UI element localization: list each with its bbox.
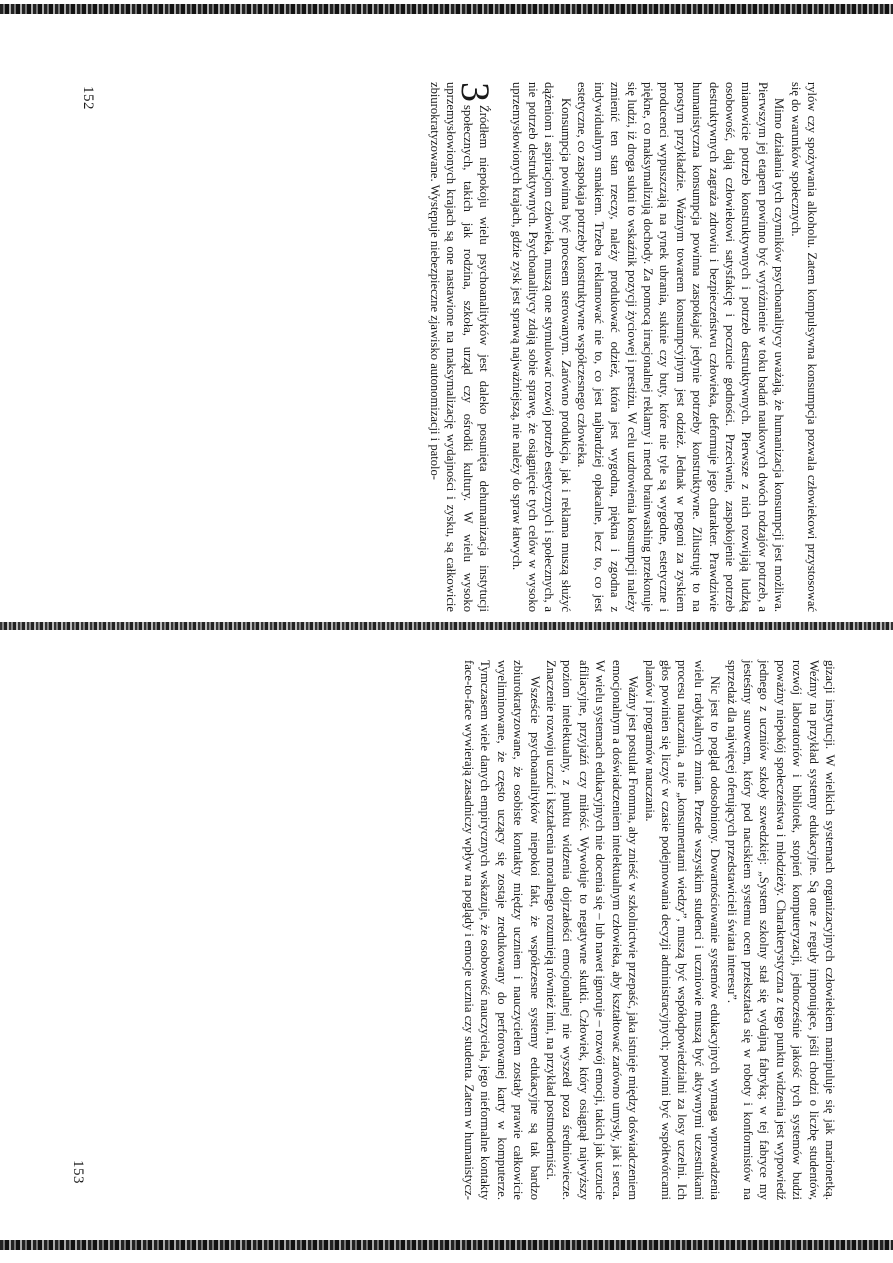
book-gutter [0,622,893,630]
scan-edge-bottom [0,1240,893,1250]
page-152 [60,82,820,612]
page-number: 153 [70,1160,86,1184]
page-153-text [461,660,838,1200]
page-number: 152 [80,86,96,110]
scan-edge-top [0,4,893,14]
paragraph: Nic jest to pogląd odosobniony. Dowartościowanie systemów edukacyjnych wymaga wprowadzenia wielu radykalnych zmian. Przede wszystkim studenci i uczniowie muszą być aktywnymi uczestnikami procesu nauczania, a nie „konsumentami wiedzy”, muszą być współodpowiedzialni za losy uczelni. Ich głos powinien się liczyć w czasie podejmowania decyzji administracyjnych; powinni być współtwórcami planów i programów nauczania. [642,660,723,1200]
page-152-text [427,82,820,612]
paragraph-text: Źródłem niepokoju wielu psychoanalityków jest daleko posunięta dehumanizacja instytucji społecznych, takich jak rodzina, szkoła, urząd czy ośrodki kultury. W wielu wysoko uprzemysłowionych krajach są one nastawione na maksymalizację wydajności i zysku, są całkowicie zbiurokratyzowane. Występuje niebezpieczne zjawisko autonomizacji i patolo- [428,82,492,612]
paragraph: gizacji instytucji. W wielkich systemach organizacyjnych człowiekiem manipuluje się jak marionetką. Weźmy na przykład systemy edukacyjne. Są one z reguły imponujące, jeśli chodzi o liczbę studentów, rozwój laboratoriów i bibliotek, stopień komputeryzacji, jednocześnie jakość tych systemów budzi poważny niepokój społeczeństwa i młodzieży. Charakterystyczna z tego punktu widzenia jest wypowiedź jednego z uczniów szkoły szwedzkiej: „System szkolny stał się wydajną fabryką; w tej fabryce my jesteśmy surowcem, który pod naciskiem systemu ocen przekształca się w roboty i konformistów na sprzedaż dla najwięcej oferujących przedstawicieli świata interesu”. [724,660,837,1200]
paragraph: Konsumpcja powinna być procesem sterowanym. Zarówno produkcja, jak i reklama muszą służyć dążeniom i aspiracjom człowieka, muszą one stymulować rozwój potrzeb estetycznych i społecznych, a nie potrzeb destruktywnych. Psychoanalitycy zdają sobie sprawę, że osiągnięcie tych celów w wysoko uprzemysłowionych krajach, gdzie zysk jest sprawą najważniejszą, nie należy do spraw łatwych. [509,82,573,612]
page-153 [58,660,838,1200]
paragraph-dropcap [427,82,499,612]
drop-cap: 3 [453,82,499,102]
paragraph: rylów czy spożywania alkoholu. Zatem kompulsywna konsumpcja pozwala człowiekowi przystosować się do warunków społecznych. [788,82,819,612]
paragraph: Wszeście psychoanalityków niepokoi fakt, że współczesne systemy edukacyjne są tak bardzo zbiurokratyzowane, że osobiste kontakty między uczniem i nauczycielem zostały prawie całkowicie wyeliminowane, że często uczący się zostaje zredukowany do perforowanej karty w komputerze. Tymczasem wiele danych empirycznych wskazuje, że osobowość nauczyciela, jego nieformalne kontakty face-to-face wywierają zasadniczy wpływ na poglądy i emocje ucznia czy studenta. Zatem w humanistycz- [462,660,542,1200]
paragraph: Mimo działania tych czynników psychoanalitycy uważają, że humanizacja konsumpcji jest możliwa. Pierwszym jej etapem powinno być wyróżnienie w toku badań naukowych dwóch rodzajów potrzeb, a mianowicie potrzeb konstruktywnych i potrzeb destruktywnych. Pierwsze z nich rozwijają ludzką osobowość, dają człowiekowi satysfakcję i poczucie godności. Przeciwnie, zaspokojenie potrzeb destruktywnych zagraża zdrowiu i bezpieczeństwu człowieka, deformuje jego charakter. Prawdziwie humanistyczna konsumpcja powinna zaspokajać jedynie potrzeby konstruktywne. Zilustruję to na prostym przykładzie. Ważnym towarem konsumpcyjnym jest odzież. Jednak w pogoni za zyskiem producenci wypuszczają na rynek ubrania, suknie czy buty, które nie tyle są wygodne, estetyczne i piękne, co maksymalizują dochody. Za pomocą irracjonalnej reklamy i metod brainwashing przekonuje się ludzi, iż droga sukni to wskaźnik pozycji życiowej i prestiżu. W celu uzdrowienia konsumpcji należy zmienić ten stan rzeczy, należy produkować odzież, która jest wygodna, piękna i zgodna z indywidualnym smakiem. Trzeba reklamować nie to, co jest najbardziej opłacalne, lecz to, co jest estetyczne, co zaspokaja potrzeby konstruktywne współczesnego człowieka. [575,82,787,612]
paragraph: Ważny jest postulat Fromma, aby znieść w szkolnictwie przepaść, jaka istnieje między doświadczeniem emocjonalnym a doświadczeniem intelektualnym człowieka, aby kształtować zarówno umysły, jak i serca. W wielu systemach edukacyjnych nie docenia się – lub nawet ignoruje – rozwój emocji, takich jak uczucie afiliacyjne, przyjaźń czy miłość. Wywołuje to negatywne skutki. Człowiek, który osiągnął najwyższy poziom intelektualny, z punktu widzenia dojrzałości emocjonalnej nie wyszedł poza średniowiecze. Znaczenie rozwoju uczuć i kształcenia moralnego rozumieją również inni, na przykład postmoderniści. [544,660,641,1200]
